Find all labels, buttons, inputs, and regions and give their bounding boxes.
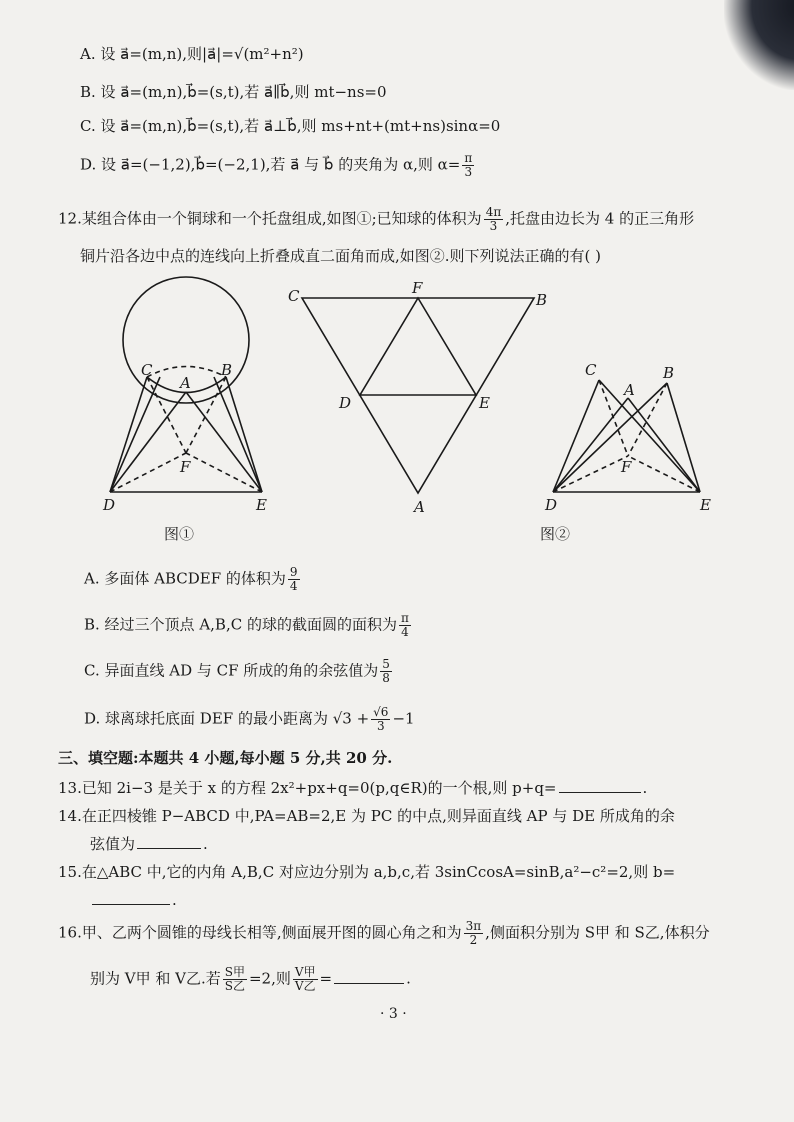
q12-stem-text: 12.某组合体由一个铜球和一个托盘组成,如图①;已知球的体积为 xyxy=(58,209,482,228)
fraction-denominator: V乙 xyxy=(294,979,316,993)
fraction-numerator: π xyxy=(400,611,409,625)
q16-line2-text: 别为 V甲 和 V乙.若 xyxy=(90,969,221,988)
q11-option-d-fraction xyxy=(462,152,474,179)
q12-option-b xyxy=(84,612,413,639)
fraction-numerator: √6 xyxy=(373,705,389,719)
q12-volume-fraction xyxy=(484,206,504,233)
q14-text: 弦值为 xyxy=(90,835,136,853)
q14-line1: 14.在正四棱锥 P−ABCD 中,PA=AB=2,E 为 PC 的中点,则异面直线 AP 与 DE 所成角的余 xyxy=(58,807,675,825)
fraction-denominator: 2 xyxy=(469,933,478,947)
q12-option-d-fraction xyxy=(371,706,390,733)
fig2-label-d: D xyxy=(545,496,558,514)
fig1-caption: 图① xyxy=(164,525,195,543)
fig1-label-b: B xyxy=(221,361,233,379)
q11-option-d-text: D. 设 a⃗=(−1,2),b⃗=(−2,1),若 a⃗ 与 b⃗ 的夹角为 α,则 α= xyxy=(80,155,461,174)
mid-label-c: C xyxy=(288,287,300,305)
q16-answer-blank[interactable] xyxy=(334,969,404,984)
fig1-label-d: D xyxy=(103,496,116,514)
fig2-label-a: A xyxy=(624,381,635,399)
q11-option-d xyxy=(80,152,476,179)
fig1-label-c: C xyxy=(141,361,153,379)
q16-text-post: ,侧面积分别为 S甲 和 S乙,体积分 xyxy=(485,923,710,942)
fraction-denominator: 3 xyxy=(376,719,385,733)
fig2-caption: 图② xyxy=(540,525,571,543)
q13 xyxy=(58,778,647,798)
q11-option-b: B. 设 a⃗=(m,n),b⃗=(s,t),若 a⃗∥b⃗,则 mt−ns=0 xyxy=(80,83,387,101)
q15-line1: 15.在△ABC 中,它的内角 A,B,C 对应边分别为 a,b,c,若 3sinCcosA=sinB,a²−c²=2,则 b= xyxy=(58,863,676,881)
q11-option-c: C. 设 a⃗=(m,n),b⃗=(s,t),若 a⃗⊥b⃗,则 ms+nt+(mt+ns)sinα=0 xyxy=(80,117,501,135)
mid-label-d: D xyxy=(339,394,352,412)
fig1-label-a: A xyxy=(180,374,191,392)
section-3-heading: 三、填空题:本题共 4 小题,每小题 5 分,共 20 分. xyxy=(58,749,393,767)
q13-answer-blank[interactable] xyxy=(559,778,641,793)
fraction-numerator: 9 xyxy=(289,565,298,579)
fraction-denominator: 3 xyxy=(464,165,473,179)
fig2-label-f: F xyxy=(621,458,632,476)
q16-line2-post: = xyxy=(319,969,333,988)
q14-answer-blank[interactable] xyxy=(137,834,201,849)
q13-text: 13.已知 2i−3 是关于 x 的方程 2x²+px+q=0(p,q∈R)的一个根,则 p+q= xyxy=(58,779,557,797)
fraction-numerator: π xyxy=(464,151,473,165)
fig2-label-b: B xyxy=(663,364,675,382)
q13-end: . xyxy=(642,779,648,797)
q12-option-b-text: B. 经过三个顶点 A,B,C 的球的截面圆的面积为 xyxy=(84,615,397,634)
q16-line2 xyxy=(90,966,411,993)
fig2-label-c: C xyxy=(585,361,597,379)
fraction-denominator: 4 xyxy=(289,579,298,593)
mid-label-a: A xyxy=(414,498,425,516)
mid-label-f: F xyxy=(412,279,423,297)
page-number: · 3 · xyxy=(380,1006,407,1022)
q14-end: . xyxy=(203,835,208,853)
fraction-denominator: S乙 xyxy=(224,979,245,993)
q12-option-c-fraction xyxy=(380,658,392,685)
q12-option-d-text: D. 球离球托底面 DEF 的最小距离为 √3 + xyxy=(84,709,370,728)
mid-label-e: E xyxy=(479,394,490,412)
q12-stem-text-post: ,托盘由边长为 4 的正三角形 xyxy=(505,209,695,228)
q16-volume-ratio xyxy=(293,966,318,993)
q12-option-a xyxy=(84,566,302,593)
q12-option-d xyxy=(84,706,415,733)
q16-text: 16.甲、乙两个圆锥的母线长相等,侧面展开图的圆心角之和为 xyxy=(58,923,462,942)
fraction-numerator: S甲 xyxy=(224,965,245,979)
fraction-denominator: 8 xyxy=(382,671,390,685)
fig1-label-f: F xyxy=(180,458,191,476)
corner-shadow xyxy=(724,0,794,90)
q15-end: . xyxy=(172,891,177,909)
fraction-denominator: 3 xyxy=(489,219,498,233)
fraction-numerator: 4π xyxy=(485,205,502,219)
q16-end: . xyxy=(406,969,411,988)
q11-option-a: A. 设 a⃗=(m,n),则|a⃗|=√(m²+n²) xyxy=(80,45,304,63)
q12-option-a-text: A. 多面体 ABCDEF 的体积为 xyxy=(84,569,286,588)
mid-label-b: B xyxy=(536,291,548,309)
fig2-label-e: E xyxy=(700,496,711,514)
q16-angle-fraction xyxy=(464,920,484,947)
q12-option-a-fraction xyxy=(288,566,300,593)
q12-option-d-text-post: −1 xyxy=(392,709,415,728)
fraction-denominator: 4 xyxy=(401,625,409,639)
q16-line2-mid: =2,则 xyxy=(248,969,291,988)
q14-line2 xyxy=(90,834,208,854)
q16-line1 xyxy=(58,920,710,947)
q12-option-c xyxy=(84,658,394,685)
q12-stem-line2: 铜片沿各边中点的连线向上折叠成直二面角而成,如图②.则下列说法正确的有( ) xyxy=(80,247,602,265)
q12-option-b-fraction xyxy=(399,612,411,639)
q16-area-ratio xyxy=(223,966,247,993)
q12-option-c-text: C. 异面直线 AD 与 CF 所成的角的余弦值为 xyxy=(84,661,379,680)
q12-stem-line1 xyxy=(58,206,694,233)
q15-line2 xyxy=(90,890,177,910)
q15-answer-blank[interactable] xyxy=(92,890,170,905)
fraction-numerator: 5 xyxy=(382,657,390,671)
fig1-label-e: E xyxy=(256,496,267,514)
fraction-numerator: V甲 xyxy=(294,965,316,979)
fraction-numerator: 3π xyxy=(465,919,482,933)
